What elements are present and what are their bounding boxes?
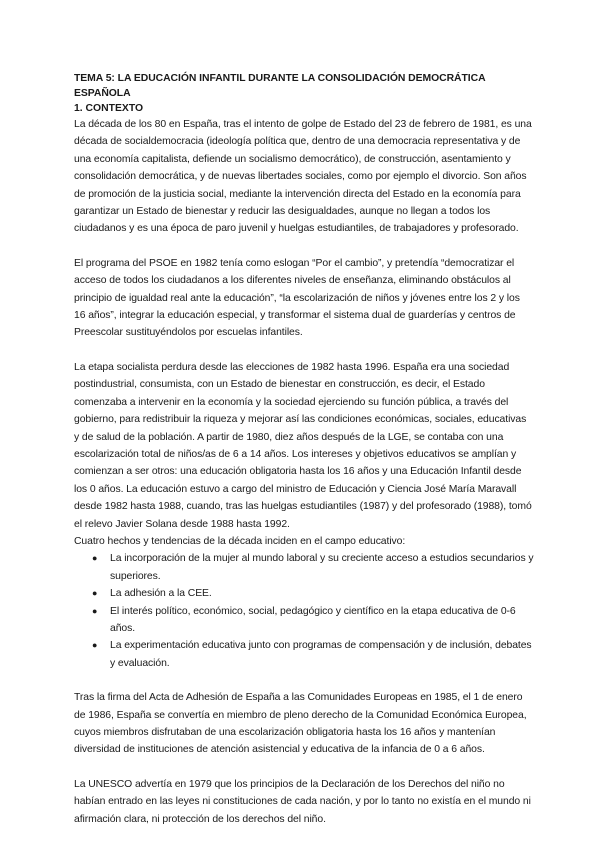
document-title: TEMA 5: LA EDUCACIÓN INFANTIL DURANTE LA CONSOLIDACIÓN DEMOCRÁTICA ESPAÑOLA	[74, 73, 486, 99]
list-item	[92, 603, 534, 638]
bullet-icon: ●	[92, 553, 98, 564]
bullet-icon: ●	[92, 588, 98, 599]
paragraph-unesco: La UNESCO advertía en 1979 que los principios de la Declaración de los Derechos del niño no habían entrado en las leyes ni constituciones de cada nación, y por lo tanto no existía en el mundo ni afirmación clara, ni protección de los derechos del niño.	[74, 778, 531, 825]
paragraph-gap	[74, 759, 534, 776]
section-heading: 1. CONTEXTO	[74, 103, 144, 114]
list-item-text: El interés político, económico, social, pedagógico y científico en la etapa educativa de 0-6 años.	[110, 605, 516, 634]
paragraph-gap	[74, 342, 534, 359]
paragraph-gap	[74, 672, 534, 689]
list-item	[92, 585, 534, 602]
bullet-icon: ●	[92, 640, 98, 651]
paragraph-list-intro: Cuatro hechos y tendencias de la década inciden en el campo educativo:	[74, 535, 406, 547]
paragraph-psoe-program: El programa del PSOE en 1982 tenía como eslogan “Por el cambio”, y pretendía “democratizar el acceso de todos los ciudadanos a los diferentes niveles de enseñanza, eliminando obstáculos al principio de igualdad real ante la educación”, “la escolarización de niños y jóvenes entre los 2 y los 16 años”, integrar la educación especial, y transformar el sistema dual de guarderías y centros de Preescolar sustituyéndolos por escuelas infantiles.	[74, 257, 520, 339]
paragraph-context-80s: La década de los 80 en España, tras el intento de golpe de Estado del 23 de febrero de 1981, es una década de socialdemocracia (ideología política que, dentro de una democracia representativa y de una economía capitalista, defiende un socialismo democrático), de construcción, asentamiento y consolidación democrática, y de nuevas libertades sociales, como por ejemplo el divorcio. Son años de promoción de la justicia social, mediante la intervención directa del Estado en la economía para garantizar un Estado de bienestar y reducir las desigualdades, aunque no llegan a todos los ciudadanos y es una época de paro juvenil y huelgas estudiantiles, de trabajadores y profesorado.	[74, 119, 532, 235]
list-item	[92, 550, 534, 585]
paragraph-gap	[74, 238, 534, 255]
list-item	[92, 637, 534, 672]
list-item-text: La incorporación de la mujer al mundo laboral y su creciente acceso a estudios secundarios y superiores.	[110, 553, 534, 582]
document-body	[74, 71, 534, 828]
paragraph-socialist-stage: La etapa socialista perdura desde las elecciones de 1982 hasta 1996. España era una sociedad postindustrial, consumista, con un Estado de bienestar en construcción, es decir, el Estado comenzaba a intervenir en la economía y la sociedad ejerciendo su función pública, a través del gobierno, para redistribuir la riqueza y mejorar así las condiciones económicas, sociales, educativas y de salud de la población. A partir de 1980, diez años después de la LGE, se contaba con una escolarización total de niños/as de 6 a 14 años. Los intereses y objetivos educativos se amplían y comienzan a ser otros: una educación obligatoria hasta los 16 años y una Educación Infantil desde los 0 años. La educación estuvo a cargo del ministro de Educación y Ciencia José María Maravall desde 1982 hasta 1988, cuando, tras las huelgas estudiantiles (1987) y del profesorado (1988), tomó el relevo Javier Solana desde 1988 hasta 1992.	[74, 361, 532, 530]
paragraph-cee-adhesion: Tras la firma del Acta de Adhesión de España a las Comunidades Europeas en 1985, el 1 de enero de 1986, España se convertía en miembro de pleno derecho de la Comunidad Económica Europea, cuyos miembros disfrutaban de una escolarización obligatoria hasta los 16 años y mantenían diversidad de instituciones de atención asistencial y educativa de la infancia de 0 a 6 años.	[74, 692, 527, 756]
trends-list	[74, 550, 534, 672]
bullet-icon: ●	[92, 605, 98, 616]
list-item-text: La experimentación educativa junto con programas de compensación y de inclusión, debates y evaluación.	[110, 640, 532, 669]
list-item-text: La adhesión a la CEE.	[110, 588, 212, 600]
